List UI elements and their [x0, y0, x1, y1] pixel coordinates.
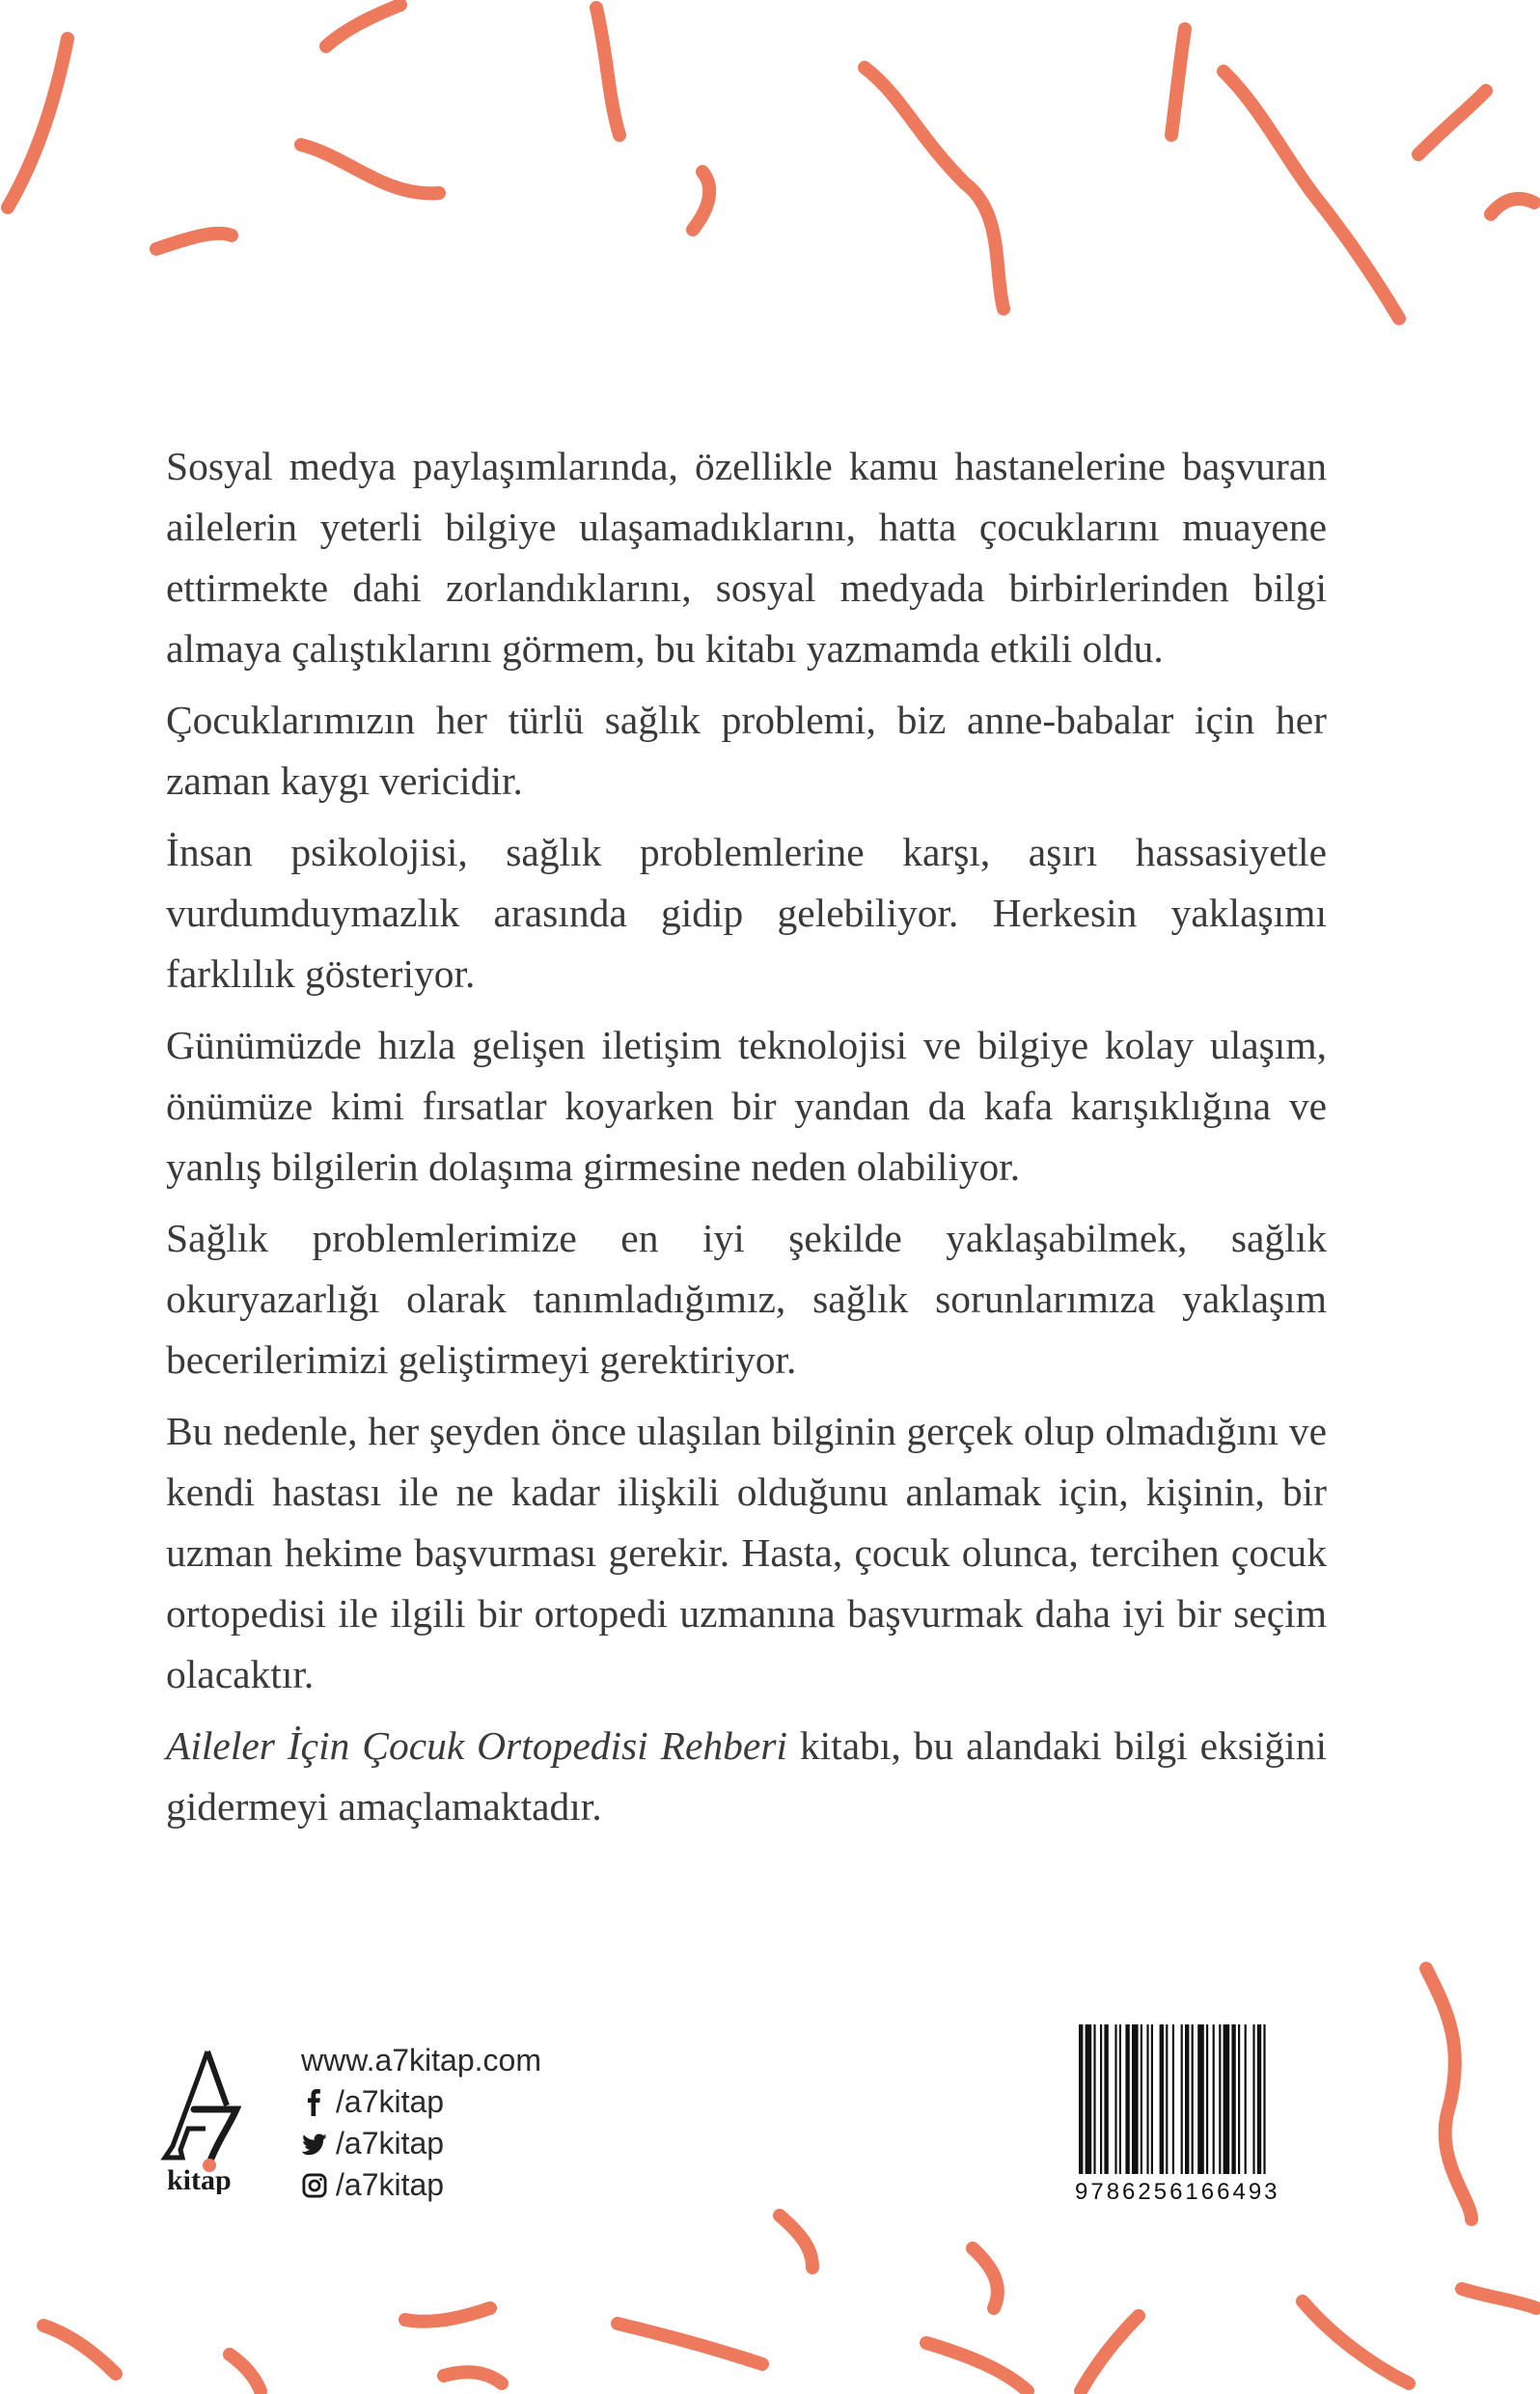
barcode-bar	[1245, 2024, 1247, 2174]
squiggle-1	[8, 39, 68, 207]
squiggle-9	[1224, 71, 1399, 318]
barcode-bar	[1093, 2024, 1095, 2174]
squiggle-16	[973, 2248, 998, 2308]
barcode-bar	[1114, 2024, 1116, 2174]
barcode-bar	[1224, 2024, 1230, 2174]
squiggle-12	[1426, 1968, 1471, 2219]
instagram-icon	[301, 2172, 328, 2199]
squiggle-22	[230, 2354, 261, 2391]
barcode-bar	[1206, 2024, 1208, 2174]
barcode-bar	[1172, 2024, 1174, 2174]
publisher-contacts	[301, 2040, 541, 2206]
logo-wordmark: kitap	[167, 2164, 232, 2194]
barcode-bar	[1146, 2024, 1148, 2174]
barcode-bar	[1132, 2024, 1139, 2174]
facebook-row[interactable]	[301, 2081, 541, 2123]
squiggle-23	[43, 2325, 116, 2374]
barcode-bar	[1238, 2024, 1240, 2174]
paragraph-3: İnsan psikolojisi, sağlık problemlerine karşı, aşırı hassasiyetle vurdumduymazlık arasında gidip gelebiliyor. Herkesin yaklaşımı farklılık gösteriyor.	[166, 830, 1327, 996]
barcode-bar	[1119, 2024, 1121, 2174]
paragraph-4: Günümüzde hızla gelişen iletişim teknolojisi ve bilgiye kolay ulaşım, önümüze kimi fırsatlar koyarken bir yandan da kafa karışıklığına ve yanlış bilgilerin dolaşıma girmesine neden olabiliyor.	[166, 1023, 1327, 1189]
squiggle-17	[926, 2343, 1028, 2391]
barcode-bar	[1151, 2024, 1153, 2174]
squiggle-2	[326, 5, 400, 46]
barcode-bar	[1086, 2024, 1092, 2174]
paragraph-7	[166, 1716, 1327, 1837]
website-link[interactable]: www.a7kitap.com	[301, 2043, 541, 2078]
squiggle-8	[1171, 29, 1185, 135]
squiggle-14	[1303, 2301, 1409, 2383]
squiggle-21	[444, 2372, 502, 2383]
barcode-bar	[1104, 2024, 1108, 2174]
squiggle-19	[618, 2324, 762, 2364]
barcode-bar	[1257, 2024, 1261, 2174]
twitter-icon	[301, 2131, 328, 2158]
publisher-logo	[159, 2050, 275, 2194]
barcode-bar	[1213, 2024, 1215, 2174]
barcode-bars	[1071, 2024, 1332, 2179]
squiggle-4	[156, 234, 232, 249]
barcode-bar	[1181, 2024, 1183, 2174]
barcode-bar	[1231, 2024, 1235, 2174]
facebook-handle[interactable]: /a7kitap	[336, 2084, 445, 2119]
barcode-bar	[1263, 2024, 1265, 2174]
barcode-bar	[1125, 2024, 1129, 2174]
squiggle-18	[780, 2215, 812, 2268]
barcode-bar	[1100, 2024, 1102, 2174]
back-cover-blurb	[166, 436, 1327, 1848]
squiggle-20	[405, 2308, 490, 2322]
barcode-bar	[1192, 2024, 1194, 2174]
barcode-bar	[1219, 2024, 1221, 2174]
barcode-bar	[1252, 2024, 1254, 2174]
squiggle-5	[596, 8, 619, 135]
twitter-row[interactable]	[301, 2123, 541, 2164]
instagram-row[interactable]	[301, 2164, 541, 2206]
barcode-bar	[1166, 2024, 1168, 2174]
squiggle-6	[693, 172, 709, 230]
paragraph-1: Sosyal medya paylaşımlarında, özellikle kamu hastanelerine başvuran ailelerin yeterli bilgiye ulaşamadıklarını, hatta çocuklarını muayene ettirmekte dahi zorlandıklarını, sosyal medyada birbirlerinden bilgi almaya çalıştıklarını görmem, bu kitabı yazmamda etkili oldu.	[166, 444, 1327, 671]
barcode-bar	[1185, 2024, 1189, 2174]
closing-text: kitabı, bu alandaki bilgi eksiğini gidermeyi amaçlamaktadır.	[166, 1723, 1327, 1829]
squiggle-15	[1081, 2316, 1139, 2391]
website-row[interactable]	[301, 2040, 541, 2081]
squiggle-3	[301, 145, 439, 193]
squiggle-11	[1491, 199, 1534, 214]
isbn-number: 9786256166493	[1075, 2179, 1280, 2205]
facebook-icon	[301, 2089, 328, 2116]
squiggle-10	[1418, 91, 1486, 154]
instagram-handle[interactable]: /a7kitap	[336, 2167, 445, 2202]
barcode-bar	[1160, 2024, 1164, 2174]
barcode-bar	[1141, 2024, 1142, 2174]
isbn-barcode	[1071, 2024, 1332, 2210]
barcode-bar	[1197, 2024, 1204, 2174]
squiggle-13	[1462, 2289, 1536, 2308]
squiggle-7	[865, 68, 1004, 309]
book-title: Aileler İçin Çocuk Ortopedisi Rehberi	[166, 1723, 787, 1768]
paragraph-6: Bu nedenle, her şeyden önce ulaşılan bilginin gerçek olup olmadığını ve kendi hastası ile ne kadar ilişkili olduğunu anlamak için, kişinin, bir uzman hekime başvurması gerekir. Hasta, çocuk olunca, tercihen çocuk ortopedisi ile ilgili bir ortopedi uzmanına başvurmak daha iyi bir seçim olacaktır.	[166, 1409, 1327, 1696]
twitter-handle[interactable]: /a7kitap	[336, 2126, 445, 2160]
barcode-bar	[1079, 2024, 1083, 2174]
paragraph-5: Sağlık problemlerimize en iyi şekilde yaklaşabilmek, sağlık okuryazarlığı olarak tanımladığımız, sağlık sorunlarımıza yaklaşım becerilerimizi geliştirmeyi gerektiriyor.	[166, 1216, 1327, 1382]
paragraph-2: Çocuklarımızın her türlü sağlık problemi, biz anne-babalar için her zaman kaygı vericidir.	[166, 698, 1327, 803]
